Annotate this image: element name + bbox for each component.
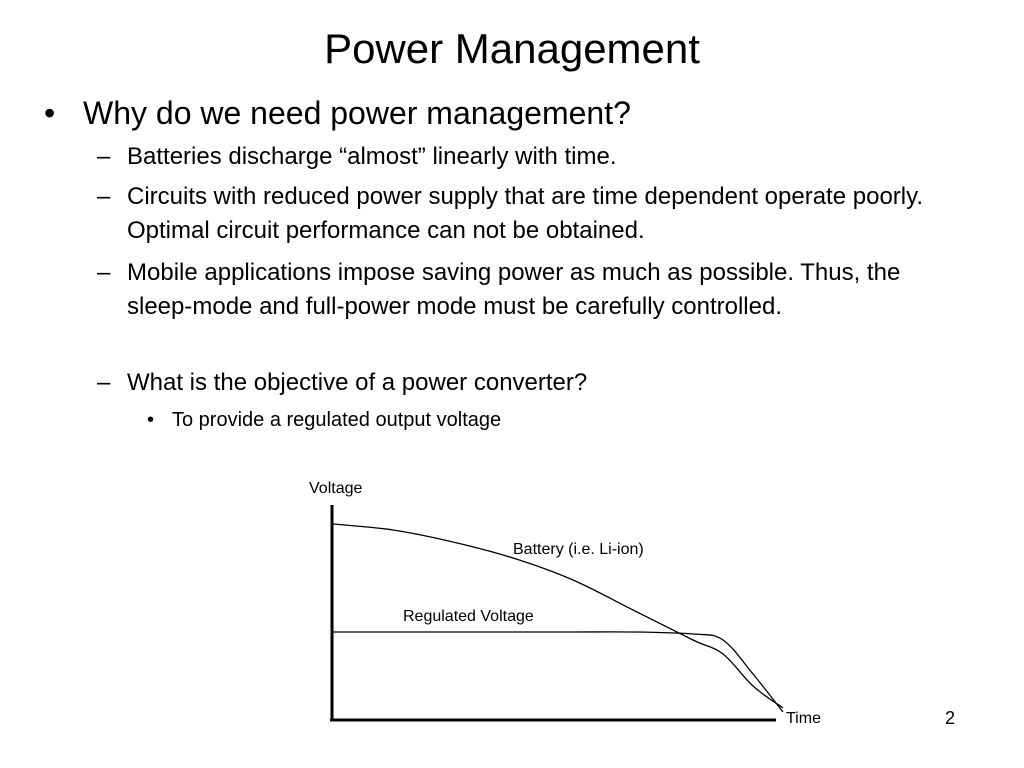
dash-marker: – xyxy=(97,259,111,286)
sub-bullet-3-text: Mobile applications impose saving power as much as possible. Thus, the sleep-mode and full-power mode must be carefully controlled. xyxy=(127,259,901,320)
regulated-voltage-curve xyxy=(333,632,783,712)
bullet-marker: • xyxy=(147,409,155,431)
dash-marker: – xyxy=(97,143,111,170)
bullet-main-text: Why do we need power management? xyxy=(83,95,631,131)
sub-bullet-1-text: Batteries discharge “almost” linearly with time. xyxy=(127,143,617,170)
page-number: 2 xyxy=(945,708,956,728)
bullet-marker: • xyxy=(44,95,56,131)
dash-marker: – xyxy=(97,183,111,210)
slide-title: Power Management xyxy=(324,25,700,72)
sub-bullet-2-text: Circuits with reduced power supply that are time dependent operate poorly. Optimal circuit performance can not be obtained. xyxy=(127,183,923,244)
x-axis-label: Time xyxy=(786,710,821,727)
series-label-battery: Battery (i.e. Li-ion) xyxy=(513,541,644,558)
series-label-regulated: Regulated Voltage xyxy=(403,608,534,625)
sub-sub-bullet-text: To provide a regulated output voltage xyxy=(172,409,502,431)
dash-marker: – xyxy=(97,369,111,396)
y-axis-label: Voltage xyxy=(309,480,363,497)
sub-bullet-4-text: What is the objective of a power converter? xyxy=(127,369,588,396)
